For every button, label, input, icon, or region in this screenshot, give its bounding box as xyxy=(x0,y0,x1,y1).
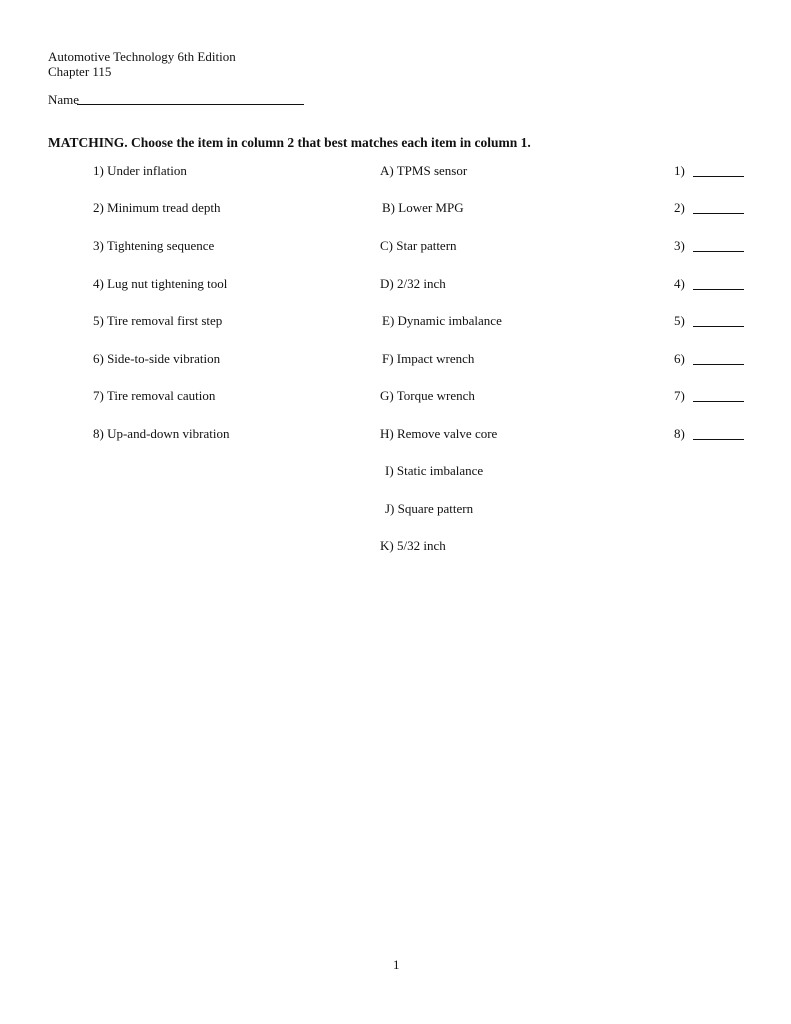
answer-blank-8[interactable] xyxy=(693,439,744,440)
chapter-label: Chapter 115 xyxy=(48,64,112,79)
answer-blank-4[interactable] xyxy=(693,289,744,290)
book-title: Automotive Technology 6th Edition xyxy=(48,49,236,64)
column1-item-3: 3) Tightening sequence xyxy=(93,238,215,253)
column2-item-e: E) Dynamic imbalance xyxy=(382,313,502,328)
answer-number-1: 1) xyxy=(674,163,685,178)
column2-item-j: J) Square pattern xyxy=(385,501,474,516)
page-number: 1 xyxy=(393,957,400,972)
answer-number-8: 8) xyxy=(674,426,685,441)
column2-item-k: K) 5/32 inch xyxy=(380,538,446,553)
column1-item-4: 4) Lug nut tightening tool xyxy=(93,276,228,291)
column1-item-1: 1) Under inflation xyxy=(93,163,187,178)
column2-item-a: A) TPMS sensor xyxy=(380,163,468,178)
answer-blank-6[interactable] xyxy=(693,364,744,365)
answer-number-2: 2) xyxy=(674,200,685,215)
answer-number-6: 6) xyxy=(674,351,685,366)
column2-item-b: B) Lower MPG xyxy=(382,200,464,215)
answer-blank-7[interactable] xyxy=(693,401,744,402)
column1-item-6: 6) Side-to-side vibration xyxy=(93,351,221,366)
name-label: Name xyxy=(48,92,80,107)
column1-item-7: 7) Tire removal caution xyxy=(93,388,216,403)
column2-item-c: C) Star pattern xyxy=(380,238,457,253)
name-blank-line xyxy=(77,104,304,105)
answer-blank-1[interactable] xyxy=(693,176,744,177)
column1-item-2: 2) Minimum tread depth xyxy=(93,200,221,215)
answer-number-5: 5) xyxy=(674,313,685,328)
answer-number-3: 3) xyxy=(674,238,685,253)
column2-item-g: G) Torque wrench xyxy=(380,388,475,403)
column2-item-i: I) Static imbalance xyxy=(385,463,484,478)
column1-item-5: 5) Tire removal first step xyxy=(93,313,223,328)
matching-instructions: MATCHING. Choose the item in column 2 that best matches each item in column 1. xyxy=(48,135,531,150)
answer-number-7: 7) xyxy=(674,388,685,403)
column2-item-d: D) 2/32 inch xyxy=(380,276,446,291)
answer-blank-5[interactable] xyxy=(693,326,744,327)
column2-item-h: H) Remove valve core xyxy=(380,426,498,441)
answer-blank-3[interactable] xyxy=(693,251,744,252)
answer-number-4: 4) xyxy=(674,276,685,291)
column1-item-8: 8) Up-and-down vibration xyxy=(93,426,230,441)
column2-item-f: F) Impact wrench xyxy=(382,351,475,366)
answer-blank-2[interactable] xyxy=(693,213,744,214)
